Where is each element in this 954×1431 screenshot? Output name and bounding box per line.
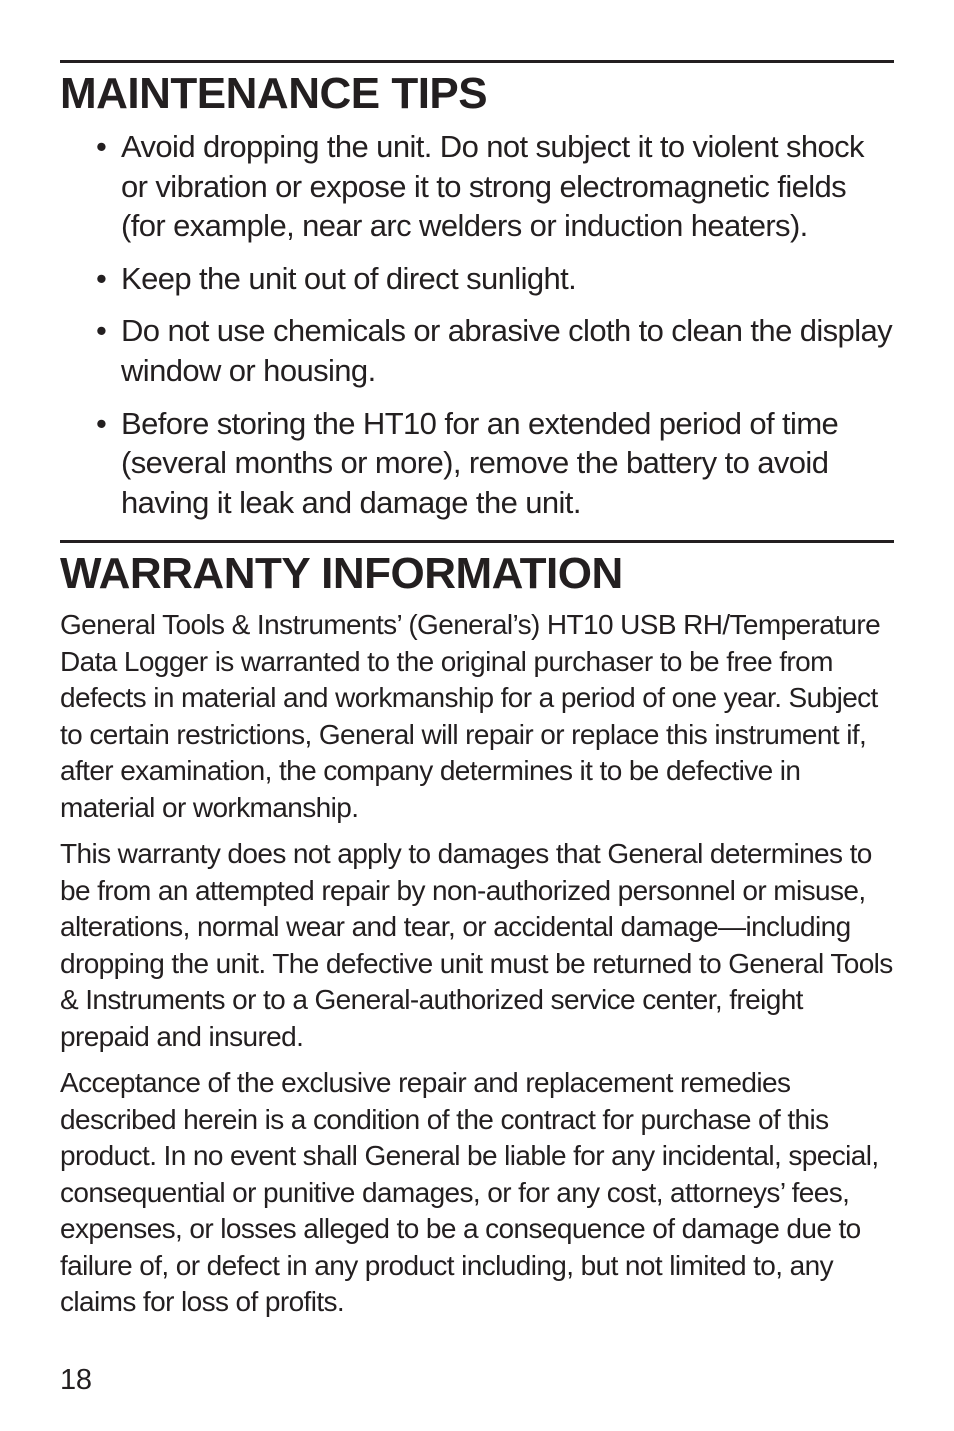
- maintenance-tips-list: [60, 127, 894, 522]
- section-divider: [60, 540, 894, 543]
- tip-text: Avoid dropping the unit. Do not subject it to violent shock or vibration or expose it to strong electromagnetic fields (for example, near arc welders or induction heaters).: [121, 129, 864, 244]
- warranty-paragraph: Acceptance of the exclusive repair and replacement remedies described herein is a condition of the contract for purchase of this product. In no event shall General be liable for any incidental, special, consequential or punitive damages, or for any cost, attorneys’ fees, expenses, or losses alleged to be a consequence of damage due to failure of, or defect in any product including, but not limited to, any claims for loss of profits.: [60, 1067, 879, 1318]
- warranty-paragraph: General Tools & Instruments’ (General’s) HT10 USB RH/Temperature Data Logger is warranted to the original purchaser to be free from defects in material and workmanship for a period of one year. Subject to certain restrictions, General will repair or replace this instrument if, after examination, the company determines it to be defective in material or workmanship.: [60, 609, 881, 823]
- bullet-icon: •: [96, 313, 107, 349]
- tip-text: Do not use chemicals or abrasive cloth to clean the display window or housing.: [121, 313, 893, 388]
- list-item: [96, 127, 894, 246]
- tip-text: Before storing the HT10 for an extended period of time (several months or more), remove the battery to avoid having it leak and damage the unit.: [121, 405, 839, 520]
- warranty-section: [60, 540, 894, 1321]
- list-item: [96, 311, 894, 390]
- warranty-title: WARRANTY INFORMATION: [60, 549, 623, 599]
- bullet-icon: •: [96, 260, 107, 296]
- list-item: [96, 259, 894, 299]
- section-divider: [60, 60, 894, 63]
- document-page: [60, 60, 894, 1331]
- maintenance-title: MAINTENANCE TIPS: [60, 69, 488, 118]
- bullet-icon: •: [96, 129, 107, 164]
- maintenance-section: [60, 60, 894, 522]
- warranty-paragraph: This warranty does not apply to damages that General determines to be from an attempted repair by non-authorized personnel or misuse, alterations, normal wear and tear, or accidental damage—including dropping the unit. The defective unit must be returned to General Tools & Instruments or to a General-authorized service center, freight prepaid and insured.: [60, 838, 893, 1052]
- list-item: [96, 404, 894, 523]
- page-number: 18: [60, 1364, 92, 1396]
- tip-text: Keep the unit out of direct sunlight.: [121, 260, 577, 296]
- bullet-icon: •: [96, 405, 107, 441]
